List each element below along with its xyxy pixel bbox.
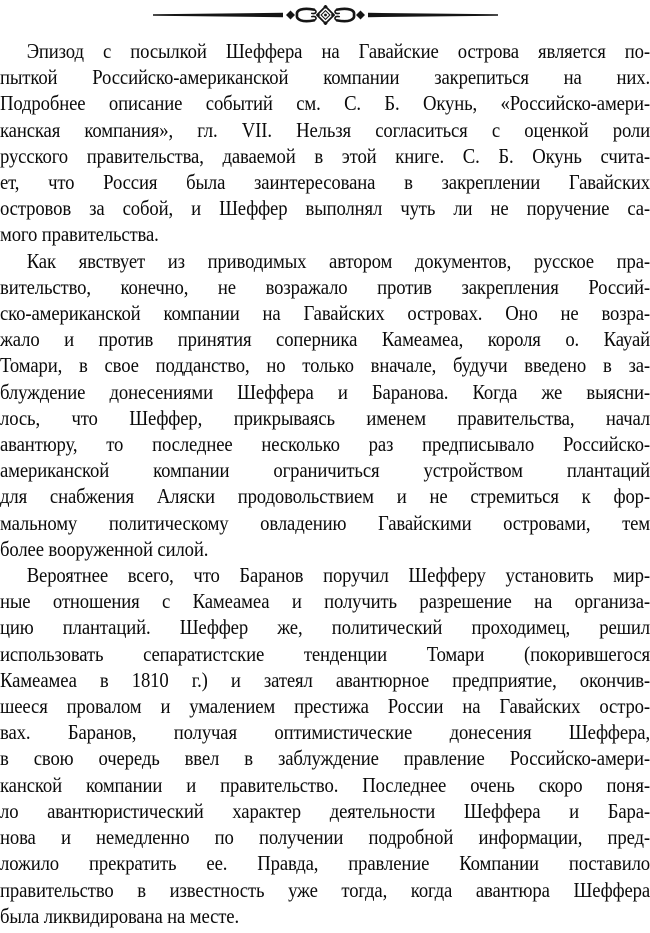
book-page: [0, 5, 650, 933]
text-line: шееся провалом и умалением престижа России на Гавайских остро-: [0, 694, 650, 719]
text-line: вах. Баранов, получая оптимистические донесения Шеффера,: [0, 720, 650, 745]
text-line: в свою очередь ввел в заблуждение правление Российско-амери-: [0, 746, 650, 771]
text-line: канская компания», гл. VII. Нельзя согласиться с оценкой роли: [0, 117, 650, 142]
paragraph: [0, 562, 650, 929]
text-line: для снабжения Аляски продовольствием и не стремиться к фор-: [0, 484, 650, 509]
text-line: Томари, в свое подданство, но только вначале, будучи введено в за-: [0, 353, 650, 378]
text-line: правительство в известность уже тогда, когда авантюра Шеффера: [0, 877, 650, 902]
text-line: американской компании ограничиться устройством плантаций: [0, 458, 650, 483]
text-line: использовать сепаратистские тенденции Томари (покорившегося: [0, 641, 650, 666]
text-line: Подробнее описание событий см. С. Б. Окунь, «Российско-амери-: [0, 91, 650, 116]
text-line: Камеамеа в 1810 г.) и затеял авантюрное предприятие, окончив-: [0, 667, 650, 692]
text-line: пыткой Российско-американской компании закрепиться на них.: [0, 65, 650, 90]
text-line: ные отношения с Камеамеа и получить разрешение на организа-: [0, 589, 650, 614]
text-line: Как явствует из приводимых автором документов, русское пра-: [26, 248, 650, 273]
text-line: лось, что Шеффер, прикрываясь именем правительства, начал: [0, 405, 650, 430]
text-line: нова и немедленно по получении подробной информации, пред-: [0, 825, 650, 850]
flourish-divider-icon: [153, 5, 498, 25]
text-line: мальному политическому овладению Гавайскими островами, тем: [0, 510, 650, 535]
text-line: Вероятнее всего, что Баранов поручил Шефферу установить мир-: [26, 563, 650, 588]
paragraph: [0, 38, 650, 248]
text-line: авантюру, то последнее несколько раз предписывало Российско-: [0, 432, 650, 457]
text-line: жало и против принятия соперника Камеамеа, короля о. Кауай: [0, 327, 650, 352]
page-text: [0, 38, 650, 929]
text-line: цию плантаций. Шеффер же, политический проходимец, решил: [0, 615, 650, 640]
text-line: Эпизод с посылкой Шеффера на Гавайские острова является по-: [26, 39, 650, 63]
text-line: ско-американской компании на Гавайских островах. Оно не возра-: [0, 301, 650, 326]
text-line: островов за собой, и Шеффер выполнял чуть ли не поручение са-: [0, 196, 650, 221]
text-line: более вооруженной силой.: [0, 536, 209, 561]
text-line: ло авантюристический характер деятельности Шеффера и Бара-: [0, 798, 650, 823]
text-line: канской компании и правительство. Последнее очень скоро поня-: [0, 772, 650, 797]
text-line: блуждение донесениями Шеффера и Баранова. Когда же выясни-: [0, 379, 650, 404]
paragraph: [0, 248, 650, 562]
text-line: мого правительства.: [0, 222, 159, 247]
text-line: ет, что Россия была заинтересована в закреплении Гавайских: [0, 170, 650, 195]
text-line: русского правительства, даваемой в этой книге. С. Б. Окунь счита-: [0, 143, 650, 168]
text-line: была ликвидирована на месте.: [0, 903, 240, 928]
text-line: ложило прекратить ее. Правда, правление Компании поставило: [0, 851, 650, 876]
text-line: вительство, конечно, не возражало против закрепления Россий-: [0, 274, 650, 299]
